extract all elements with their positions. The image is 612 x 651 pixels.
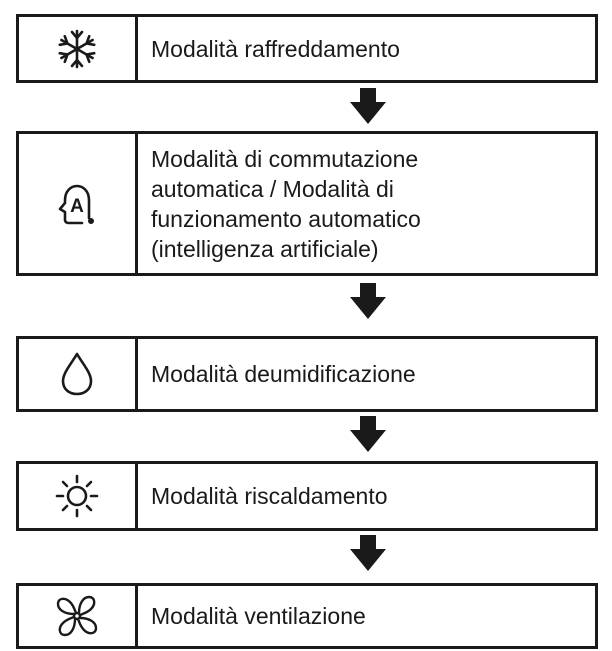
sun-icon <box>54 473 100 519</box>
mode-label: Modalità raffreddamento <box>151 35 400 62</box>
mode-label: Modalità ventilazione <box>151 603 366 629</box>
mode-box-heating <box>16 461 598 531</box>
arrow-down-icon <box>348 414 388 454</box>
snowflake-icon <box>57 29 97 69</box>
mode-box-cooling <box>16 14 598 83</box>
icon-cell <box>19 134 138 273</box>
mode-box-ventilation <box>16 583 598 649</box>
droplet-icon <box>59 351 95 397</box>
icon-cell <box>19 586 138 646</box>
icon-cell <box>19 339 138 409</box>
auto-mode-letter: A <box>70 195 84 217</box>
mode-label: Modalità di commutazione automatica / Modalità di funzionamento automatico (intelligenza artificiale) <box>151 145 421 262</box>
fan-icon <box>54 593 100 639</box>
mode-box-auto <box>16 131 598 276</box>
arrow-down-icon <box>348 533 388 573</box>
auto-mode-icon <box>52 179 102 229</box>
icon-cell <box>19 17 138 80</box>
arrow-down-icon <box>348 281 388 321</box>
mode-box-dehumidification <box>16 336 598 412</box>
arrow-down-icon <box>348 86 388 126</box>
icon-cell <box>19 464 138 528</box>
mode-label: Modalità riscaldamento <box>151 483 388 509</box>
mode-label: Modalità deumidificazione <box>151 361 416 387</box>
